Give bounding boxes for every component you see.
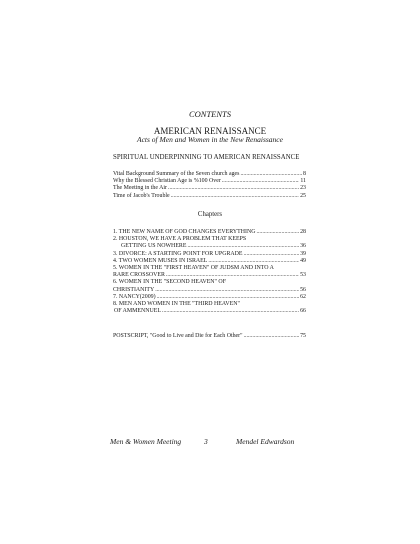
toc-entry-page: 28 <box>300 229 306 235</box>
toc-entry <box>113 178 306 185</box>
toc-entry-title: Vital Background Summary of the Seven church ages <box>113 171 240 177</box>
dot-leader <box>256 229 299 236</box>
toc-entry-page: 49 <box>300 257 306 264</box>
contents-label: CONTENTS <box>188 109 232 119</box>
toc-entry <box>113 251 306 258</box>
toc-entry-page: 62 <box>300 293 306 300</box>
dot-leader <box>240 171 302 178</box>
toc-entry-title: 8. MEN AND WOMEN IN THE "THIRD HEAVEN" <box>113 300 240 307</box>
toc-chapters-list <box>113 229 306 315</box>
dot-leader <box>162 308 299 315</box>
toc-entry <box>113 229 306 236</box>
toc-entry-title: POSTSCRIPT, "Good to Live and Die for Each Other" <box>113 333 243 339</box>
toc-entry-continuation <box>113 272 306 279</box>
toc-entry <box>113 333 306 340</box>
dot-leader <box>244 333 300 340</box>
dot-leader <box>157 294 300 301</box>
toc-entry-page: 8 <box>303 171 306 177</box>
toc-entry-title: Time of Jacob's Trouble <box>113 192 170 199</box>
toc-entry <box>113 236 306 243</box>
footer-book-title: Men & Women Meeting <box>110 437 182 446</box>
toc-entry-title: The Meeting in the Air <box>113 185 167 192</box>
dot-leader <box>208 258 299 265</box>
footer-page-number: 3 <box>204 437 208 446</box>
dot-leader <box>187 243 299 250</box>
toc-entry <box>113 185 306 192</box>
dot-leader <box>244 251 300 258</box>
book-subtitle: Acts of Men and Women in the New Renaissance <box>137 135 283 144</box>
dot-leader <box>222 178 300 185</box>
toc-postscript <box>113 333 306 340</box>
toc-entry-title: 1. THE NEW NAME OF GOD CHANGES EVERYTHING <box>113 229 256 235</box>
toc-entry-page: 23 <box>300 185 306 192</box>
toc-entry <box>113 301 306 308</box>
dot-leader <box>166 272 299 279</box>
toc-entry <box>113 265 306 272</box>
toc-entry-continuation <box>113 308 306 315</box>
toc-entry <box>113 258 306 265</box>
toc-section-list <box>113 171 306 200</box>
dot-leader <box>171 193 299 200</box>
section-heading: SPIRITUAL UNDERPINNING TO AMERICAN RENAISSANCE <box>113 154 300 161</box>
toc-entry-title: 7. NANCY(2009) <box>113 293 156 300</box>
toc-entry-page: 36 <box>300 243 306 250</box>
toc-entry-title: Why the Blessed Christian Age is %100 Over <box>113 178 221 185</box>
toc-entry-title: RARE CROSSOVER <box>113 272 165 279</box>
toc-entry-page: 66 <box>300 308 306 315</box>
toc-entry <box>113 294 306 301</box>
toc-entry <box>113 193 306 200</box>
footer-author: Mendel Edwardson <box>236 437 295 446</box>
toc-entry-title: CHRISTIANITY <box>113 286 155 293</box>
toc-entry-continuation <box>113 243 306 250</box>
toc-entry-title: 3. DIVORCE: A STARTING POINT FOR UPGRADE <box>113 250 243 257</box>
toc-entry-page: 25 <box>300 192 306 199</box>
toc-entry-continuation <box>113 287 306 294</box>
toc-entry-title: 4. TWO WOMEN MUSES IN ISRAEL <box>113 257 208 264</box>
toc-entry <box>113 171 306 178</box>
toc-entry-title: GETTING US NOWHERE <box>121 243 187 250</box>
book-title: AMERICAN RENAISSANCE <box>153 126 267 136</box>
dot-leader <box>168 185 299 192</box>
toc-entry-page: 53 <box>300 272 306 279</box>
dot-leader <box>155 287 299 294</box>
toc-entry-page: 11 <box>300 178 306 185</box>
toc-entry-page: 39 <box>300 250 306 257</box>
toc-entry-title: 6. WOMEN IN THE "SECOND HEAVEN" OF <box>113 279 226 286</box>
toc-entry-title: OF AMMENNUEL <box>114 308 161 315</box>
toc-entry-page: 56 <box>300 286 306 293</box>
chapters-heading: Chapters <box>197 211 223 218</box>
toc-entry <box>113 279 306 286</box>
toc-entry-title: 2. HOUSTON, WE HAVE A PROBLEM THAT KEEPS <box>113 236 247 243</box>
toc-entry-page: 75 <box>300 333 306 339</box>
toc-entry-title: 5. WOMEN IN THE "FIRST HEAVEN" OF JUDSM AND INTO A <box>113 264 274 271</box>
